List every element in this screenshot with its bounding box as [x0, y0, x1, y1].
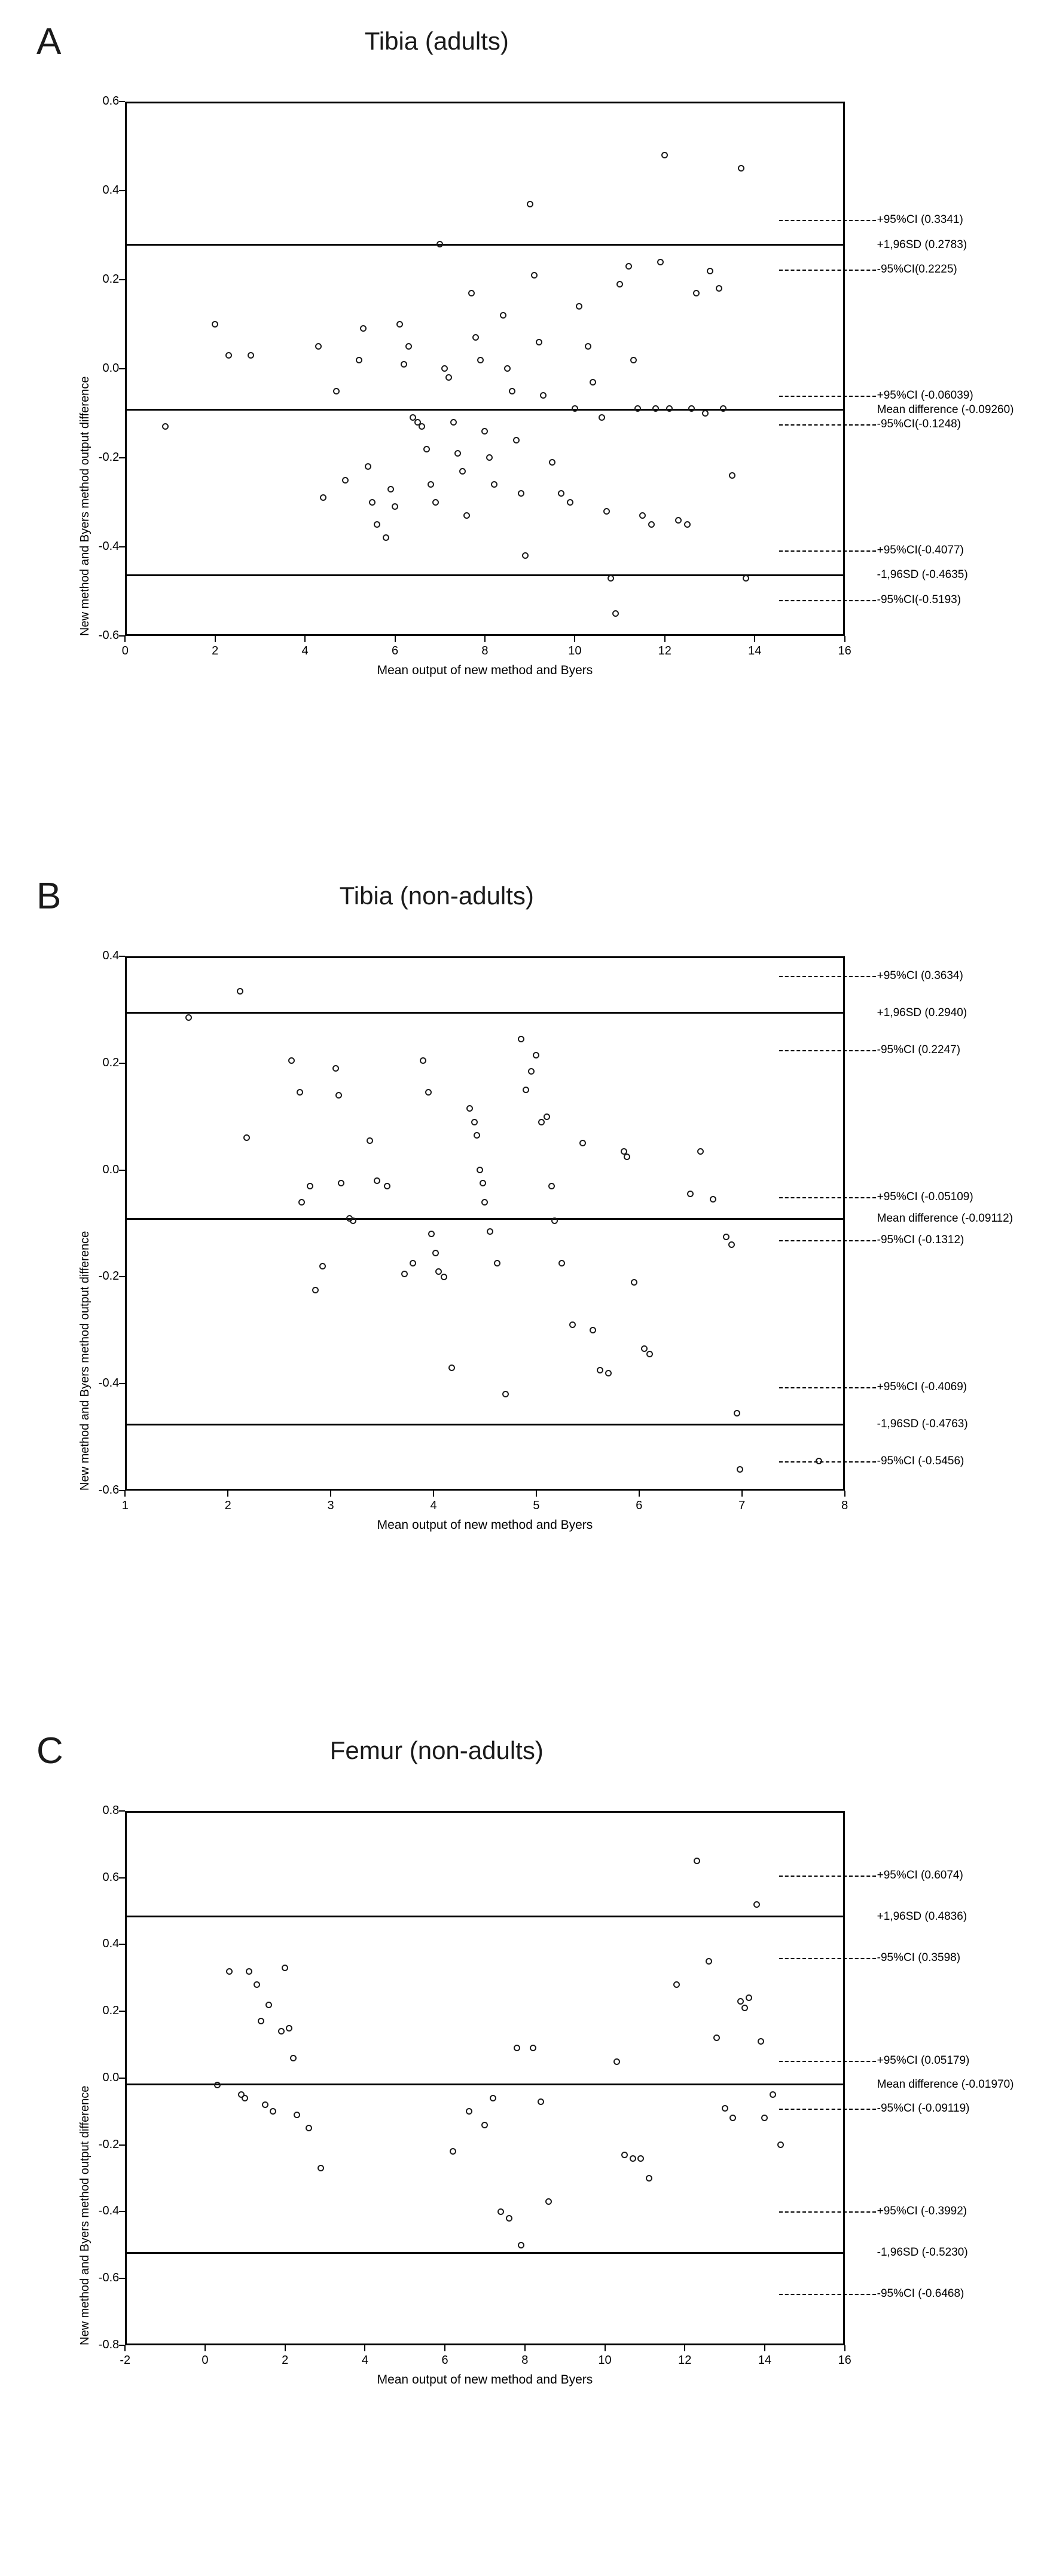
- y-tick-mark: [119, 101, 125, 102]
- x-tick-mark: [124, 636, 126, 642]
- data-point: [459, 468, 466, 475]
- reference-line-dashed: [779, 2061, 876, 2062]
- data-point: [474, 1132, 480, 1139]
- data-point: [707, 268, 713, 274]
- x-tick-label: 2: [224, 1498, 231, 1512]
- reference-line-label: -1,96SD (-0.4635): [877, 568, 968, 582]
- y-tick-mark: [119, 2211, 125, 2212]
- data-point: [528, 1068, 535, 1075]
- x-tick-mark: [844, 636, 845, 642]
- y-axis-label-b: New method and Byers method output difference: [78, 1231, 92, 1491]
- x-tick-label: 8: [521, 2353, 529, 2367]
- data-point: [265, 2002, 272, 2008]
- reference-line-label: +95%CI (0.3341): [877, 213, 963, 227]
- x-tick-label: 12: [678, 2353, 692, 2367]
- y-tick-label: -0.6: [98, 628, 120, 642]
- x-tick-mark: [330, 1491, 331, 1497]
- reference-line-label: +95%CI (-0.06039): [877, 388, 973, 402]
- x-tick-label: 1: [121, 1498, 129, 1512]
- x-tick-label: 4: [301, 644, 309, 657]
- y-tick-mark: [119, 1383, 125, 1384]
- x-tick-label: 16: [838, 2353, 851, 2367]
- x-tick-mark: [364, 2345, 365, 2351]
- reference-line-label: +1,96SD (0.2940): [877, 1006, 967, 1019]
- reference-line-dashed: [779, 1387, 876, 1388]
- x-tick-label: 2: [282, 2353, 289, 2367]
- x-tick-label: 7: [738, 1498, 746, 1512]
- data-point: [243, 1134, 250, 1141]
- y-tick-label: -0.8: [98, 2338, 120, 2351]
- y-tick-label: 0.6: [102, 1870, 120, 1884]
- data-point: [518, 1036, 524, 1042]
- y-tick-mark: [119, 1063, 125, 1064]
- reference-line-label: Mean difference (-0.09260): [877, 403, 1014, 416]
- data-point: [401, 361, 407, 368]
- y-tick-label: 0.8: [102, 1804, 120, 1818]
- data-point: [548, 1183, 555, 1189]
- x-tick-mark: [124, 1491, 126, 1497]
- data-point: [477, 357, 484, 363]
- data-point: [693, 290, 700, 296]
- data-point: [477, 1167, 483, 1173]
- data-point: [684, 521, 691, 528]
- data-point: [450, 419, 457, 426]
- reference-line-label: +95%CI (-0.4069): [877, 1381, 967, 1394]
- reference-line-dashed: [779, 396, 876, 397]
- y-tick-mark: [119, 1877, 125, 1879]
- plot-area-c: [125, 1811, 844, 2345]
- reference-line-label: -95%CI (-0.1312): [877, 1233, 964, 1246]
- y-tick-label: 0.6: [102, 94, 120, 108]
- data-point: [675, 517, 682, 524]
- reference-line-dashed: [779, 2109, 876, 2110]
- data-point: [356, 357, 362, 363]
- reference-line-solid: [125, 1424, 844, 1425]
- data-point: [500, 312, 506, 319]
- data-point: [290, 2055, 297, 2061]
- y-tick-label: -0.2: [98, 450, 120, 464]
- x-tick-mark: [574, 636, 575, 642]
- y-tick-mark: [119, 368, 125, 369]
- reference-line-label: +95%CI (0.3634): [877, 969, 963, 982]
- x-tick-mark: [764, 2345, 765, 2351]
- data-point: [387, 486, 394, 492]
- reference-line-label: +1,96SD (0.2783): [877, 238, 967, 251]
- data-point: [758, 2038, 764, 2045]
- y-tick-label: 0.4: [102, 183, 120, 197]
- reference-line-label: Mean difference (-0.01970): [877, 2078, 1014, 2091]
- x-tick-mark: [304, 636, 306, 642]
- x-tick-label: 6: [391, 644, 399, 657]
- reference-line-solid: [125, 1218, 844, 1220]
- data-point: [405, 343, 412, 350]
- panel-title-c: Femur (non-adults): [329, 1736, 544, 1764]
- data-point: [226, 1968, 233, 1975]
- x-tick-mark: [844, 1491, 845, 1497]
- reference-line-solid: [125, 574, 844, 576]
- y-tick-label: 0.2: [102, 272, 120, 286]
- y-tick-mark: [119, 546, 125, 547]
- panel-b: [0, 855, 1044, 1709]
- x-tick-mark: [605, 2345, 606, 2351]
- reference-line-label: -95%CI(-0.1248): [877, 417, 961, 430]
- x-tick-mark: [484, 636, 486, 642]
- data-point: [435, 1268, 442, 1275]
- data-point: [608, 575, 614, 582]
- data-point: [513, 437, 520, 443]
- reference-line-solid: [125, 2252, 844, 2254]
- data-point: [637, 2155, 644, 2162]
- x-tick-label: 10: [598, 2353, 612, 2367]
- y-tick-label: -0.4: [98, 2204, 120, 2218]
- data-point: [262, 2101, 268, 2108]
- data-point: [746, 1994, 752, 2001]
- data-point: [613, 2058, 620, 2065]
- x-tick-mark: [536, 1491, 537, 1497]
- x-tick-label: 16: [838, 644, 851, 657]
- data-point: [333, 388, 340, 394]
- x-tick-mark: [444, 2345, 445, 2351]
- plot-area-a: [125, 102, 844, 636]
- y-tick-mark: [119, 2011, 125, 2012]
- x-tick-label: 6: [636, 1498, 643, 1512]
- x-tick-mark: [684, 2345, 685, 2351]
- y-tick-label: 0.0: [102, 361, 120, 375]
- x-tick-label: 14: [748, 644, 762, 657]
- data-point: [307, 1183, 313, 1189]
- reference-line-dashed: [779, 1876, 876, 1877]
- y-tick-mark: [119, 1170, 125, 1171]
- x-tick-label: 0: [202, 2353, 209, 2367]
- y-tick-mark: [119, 190, 125, 191]
- reference-line-label: -1,96SD (-0.4763): [877, 1418, 968, 1431]
- data-point: [631, 1279, 637, 1286]
- data-point: [722, 2105, 728, 2112]
- data-point: [374, 521, 380, 528]
- x-tick-label: 12: [658, 644, 671, 657]
- data-point: [538, 2098, 544, 2105]
- panel-title-a: Tibia (adults): [364, 26, 509, 55]
- reference-line-label: +95%CI (-0.05109): [877, 1191, 973, 1204]
- x-axis-label-b: Mean output of new method and Byers: [377, 1518, 593, 1532]
- data-point: [509, 388, 515, 394]
- data-point: [441, 1274, 447, 1280]
- data-point: [518, 2242, 524, 2248]
- y-tick-mark: [119, 2078, 125, 2079]
- x-tick-mark: [433, 1491, 434, 1497]
- y-tick-label: 0.0: [102, 1162, 120, 1176]
- x-tick-label: 14: [758, 2353, 772, 2367]
- data-point: [536, 339, 542, 345]
- data-point: [468, 290, 475, 296]
- data-point: [487, 1228, 493, 1235]
- x-tick-label: 6: [441, 2353, 448, 2367]
- x-tick-label: 2: [212, 644, 219, 657]
- data-point: [630, 357, 637, 363]
- reference-line-dashed: [779, 1050, 876, 1051]
- data-point: [716, 285, 722, 292]
- x-tick-mark: [639, 1491, 640, 1497]
- reference-line-label: +95%CI (-0.3992): [877, 2204, 967, 2217]
- data-point: [706, 1958, 712, 1965]
- x-tick-label: 5: [533, 1498, 540, 1512]
- x-tick-mark: [215, 636, 216, 642]
- panel-letter-b: B: [36, 876, 62, 917]
- reference-line-label: Mean difference (-0.09112): [877, 1212, 1014, 1225]
- data-point: [569, 1321, 576, 1328]
- data-point: [646, 1351, 653, 1357]
- data-point: [734, 1410, 740, 1417]
- x-tick-label: 0: [121, 644, 129, 657]
- y-tick-mark: [119, 457, 125, 458]
- data-point: [743, 575, 749, 582]
- data-point: [753, 1901, 760, 1908]
- data-point: [630, 2155, 636, 2162]
- panel-letter-c: C: [36, 1730, 63, 1772]
- data-point: [603, 508, 610, 515]
- data-point: [374, 1177, 380, 1184]
- reference-line-solid: [125, 2084, 844, 2085]
- reference-line-solid: [125, 1012, 844, 1014]
- reference-line-label: -95%CI (-0.09119): [877, 2101, 970, 2115]
- y-tick-label: 0.2: [102, 2004, 120, 2018]
- data-point: [612, 610, 619, 617]
- data-point: [396, 321, 403, 328]
- y-tick-mark: [119, 956, 125, 957]
- data-point: [237, 988, 243, 995]
- reference-line-label: -95%CI (0.3598): [877, 1951, 961, 1964]
- data-point: [624, 1154, 630, 1160]
- data-point: [737, 1466, 743, 1473]
- y-tick-mark: [119, 2144, 125, 2146]
- reference-line-dashed: [779, 270, 876, 271]
- data-point: [497, 2208, 504, 2215]
- panel-title-b: Tibia (non-adults): [339, 881, 534, 910]
- reference-line-label: +95%CI (0.6074): [877, 1868, 963, 1881]
- panel-a: [0, 0, 1044, 855]
- reference-line-label: +95%CI (0.05179): [877, 2054, 970, 2067]
- reference-line-dashed: [779, 550, 876, 552]
- data-point: [491, 481, 497, 488]
- reference-line-label: +95%CI(-0.4077): [877, 543, 964, 556]
- y-tick-label: -0.6: [98, 1483, 120, 1497]
- data-point: [225, 352, 232, 359]
- data-point: [466, 1105, 473, 1112]
- data-point: [702, 410, 709, 417]
- x-tick-label: 8: [841, 1498, 848, 1512]
- reference-line-label: -95%CI(0.2225): [877, 263, 957, 276]
- data-point: [657, 259, 664, 265]
- data-point: [278, 2028, 285, 2035]
- data-point: [605, 1370, 612, 1376]
- x-tick-label: -2: [120, 2353, 131, 2367]
- x-tick-label: 4: [361, 2353, 368, 2367]
- y-tick-label: 0.0: [102, 2070, 120, 2084]
- reference-line-solid: [125, 1916, 844, 1917]
- reference-line-label: -95%CI(-0.5193): [877, 593, 961, 606]
- y-tick-mark: [119, 1810, 125, 1812]
- x-tick-mark: [285, 2345, 286, 2351]
- y-tick-label: -0.2: [98, 1269, 120, 1283]
- y-tick-mark: [119, 279, 125, 280]
- reference-line-dashed: [779, 424, 876, 426]
- reference-line-solid: [125, 409, 844, 411]
- x-tick-mark: [204, 2345, 206, 2351]
- reference-line-dashed: [779, 220, 876, 221]
- data-point: [384, 1183, 390, 1189]
- data-point: [246, 1968, 252, 1975]
- y-tick-label: 0.4: [102, 1937, 120, 1951]
- x-tick-label: 10: [568, 644, 582, 657]
- x-axis-label-a: Mean output of new method and Byers: [377, 663, 593, 677]
- x-tick-label: 8: [481, 644, 489, 657]
- x-tick-label: 3: [327, 1498, 334, 1512]
- data-point: [471, 1119, 478, 1125]
- y-tick-mark: [119, 1944, 125, 1945]
- x-tick-mark: [844, 2345, 845, 2351]
- panel-c: [0, 1709, 1044, 2576]
- data-point: [544, 1113, 550, 1120]
- x-tick-mark: [124, 2345, 126, 2351]
- y-tick-label: -0.4: [98, 1376, 120, 1390]
- reference-line-dashed: [779, 2211, 876, 2213]
- y-tick-label: 0.2: [102, 1056, 120, 1069]
- data-point: [466, 2108, 472, 2115]
- data-point: [648, 521, 655, 528]
- y-axis-label-a: New method and Byers method output difference: [78, 376, 92, 636]
- y-tick-label: -0.4: [98, 539, 120, 553]
- y-tick-label: -0.6: [98, 2271, 120, 2285]
- data-point: [538, 1119, 545, 1125]
- data-point: [490, 2095, 496, 2101]
- data-point: [616, 281, 623, 287]
- y-tick-mark: [119, 1276, 125, 1277]
- x-tick-mark: [395, 636, 396, 642]
- reference-line-solid: [125, 244, 844, 246]
- x-tick-mark: [524, 2345, 526, 2351]
- data-point: [312, 1287, 319, 1293]
- data-point: [432, 499, 439, 506]
- reference-line-dashed: [779, 600, 876, 601]
- y-tick-label: 0.4: [102, 949, 120, 963]
- reference-line-dashed: [779, 976, 876, 977]
- data-point: [432, 1250, 439, 1256]
- data-point: [518, 490, 524, 497]
- x-axis-label-c: Mean output of new method and Byers: [377, 2372, 593, 2387]
- reference-line-label: -95%CI (-0.6468): [877, 2287, 964, 2300]
- reference-line-dashed: [779, 2294, 876, 2295]
- data-point: [319, 1263, 326, 1269]
- data-point: [342, 477, 349, 484]
- reference-line-dashed: [779, 1240, 876, 1241]
- data-point: [506, 2215, 512, 2222]
- x-tick-mark: [227, 1491, 228, 1497]
- y-tick-mark: [119, 2278, 125, 2279]
- data-point: [590, 379, 596, 386]
- reference-line-label: +1,96SD (0.4836): [877, 1910, 967, 1923]
- reference-line-dashed: [779, 1197, 876, 1198]
- data-point: [214, 2082, 221, 2088]
- x-tick-mark: [754, 636, 755, 642]
- data-point: [527, 201, 533, 207]
- data-point: [639, 512, 646, 519]
- data-point: [367, 1137, 373, 1144]
- x-tick-mark: [741, 1491, 743, 1497]
- x-tick-label: 4: [430, 1498, 437, 1512]
- panel-letter-a: A: [36, 21, 62, 63]
- reference-line-label: -1,96SD (-0.5230): [877, 2246, 968, 2259]
- reference-line-dashed: [779, 1958, 876, 1959]
- x-tick-mark: [664, 636, 666, 642]
- data-point: [530, 2045, 536, 2051]
- reference-line-dashed: [779, 1461, 876, 1463]
- y-axis-label-c: New method and Byers method output difference: [78, 2085, 92, 2345]
- reference-line-label: -95%CI (-0.5456): [877, 1455, 964, 1468]
- data-point: [286, 2025, 292, 2032]
- data-point: [423, 446, 430, 452]
- reference-line-label: -95%CI (0.2247): [877, 1043, 961, 1056]
- data-point: [646, 2175, 652, 2182]
- y-tick-label: -0.2: [98, 2137, 120, 2151]
